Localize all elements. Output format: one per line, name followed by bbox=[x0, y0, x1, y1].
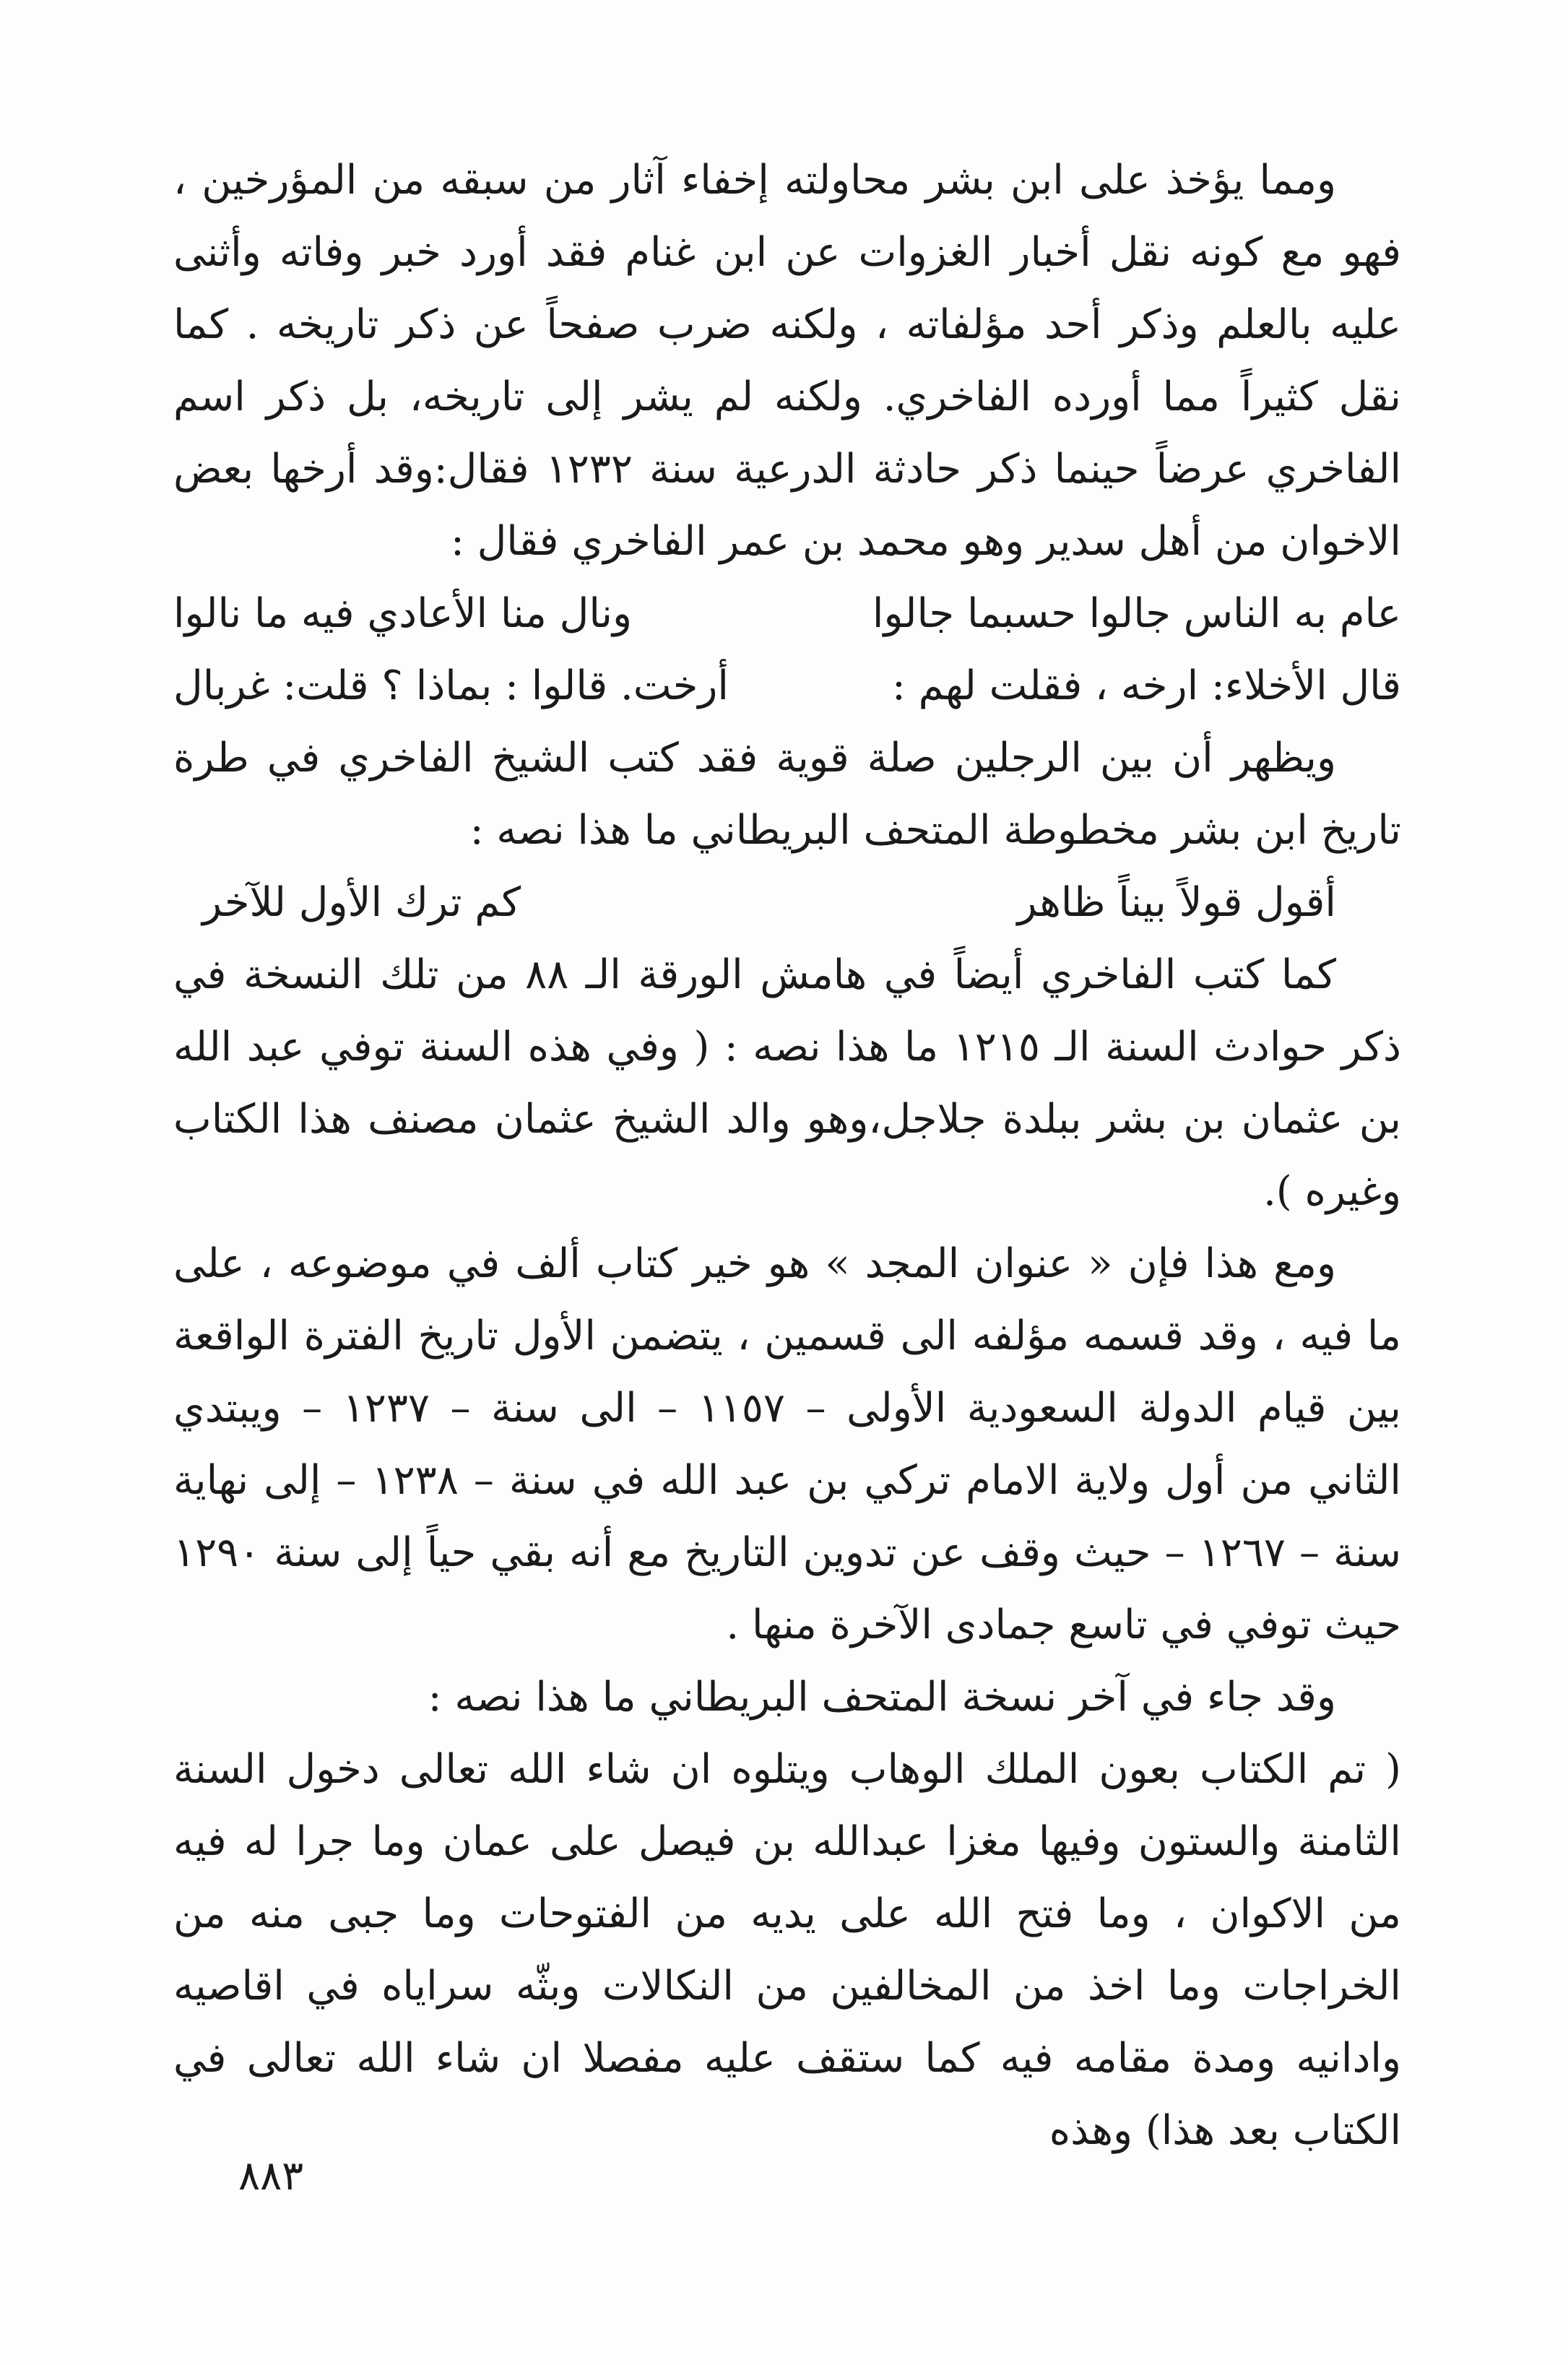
paragraph-4: ومع هذا فإن « عنوان المجد » هو خير كتاب ألف في موضوعه ، على ما فيه ، وقد قسمه مؤلفه الى قسمين ، يتضمن الأول تاريخ الفترة الواقعة بين قيام الدولة السعودية الأولى – ١١٥٧ – الى سنة – ١٢٣٧ – ويبتدي الثاني من أول ولاية الامام تركي بن عبد الله في سنة – ١٢٣٨ – إلى نهاية سنة – ١٢٦٧ – حيث وقف عن تدوين التاريخ مع أنه بقي حياً إلى سنة ١٢٩٠ حيث توفي في تاسع جمادى الآخرة منها . bbox=[173, 1240, 1401, 1648]
page-body bbox=[173, 144, 1401, 2167]
poem-line-3 bbox=[173, 867, 1401, 939]
poem-line-1 bbox=[173, 578, 1401, 650]
poem-line-1-second-hemistich: ونال منا الأعادي فيه ما نالوا bbox=[173, 590, 633, 637]
page-number: ٨٨٣ bbox=[238, 2153, 304, 2200]
paragraph-2: ويظهر أن بين الرجلين صلة قوية فقد كتب الشيخ الفاخري في طرة تاريخ ابن بشر مخطوطة المتحف البريطاني ما هذا نصه : bbox=[173, 735, 1401, 854]
poem-line-2-first-hemistich: قال الأخلاء: ارخه ، فقلت لهم : bbox=[891, 662, 1401, 709]
paragraph-3: كما كتب الفاخري أيضاً في هامش الورقة الـ ٨٨ من تلك النسخة في ذكر حوادث السنة الـ ١٢١٥ ما هذا نصه : ( وفي هذه السنة توفي عبد الله بن عثمان بن بشر ببلدة جلاجل،وهو والد الشيخ عثمان مصنف هذا الكتاب وغيره ). bbox=[173, 951, 1401, 1215]
paragraph-5: وقد جاء في آخر نسخة المتحف البريطاني ما هذا نصه : bbox=[428, 1674, 1336, 1721]
poem-line-1-first-hemistich: عام به الناس جالوا حسبما جالوا bbox=[872, 590, 1401, 637]
paragraph-1: ومما يؤخذ على ابن بشر محاولته إخفاء آثار من سبقه من المؤرخين ، فهو مع كونه نقل أخبار الغزوات عن ابن غنام فقد أورد خبر وفاته وأثنى عليه بالعلم وذكر أحد مؤلفاته ، ولكنه ضرب صفحاً عن ذكر تاريخه . كما نقل كثيراً مما أورده الفاخري. ولكنه لم يشر إلى تاريخه، بل ذكر اسم الفاخري عرضاً حينما ذكر حادثة الدرعية سنة ١٢٣٢ فقال:وقد أرخها بعض الاخوان من أهل سدير وهو محمد بن عمر الفاخري فقال : bbox=[173, 157, 1402, 565]
poem-line-2-second-hemistich: أرخت. قالوا : بماذا ؟ قلت: غربال bbox=[173, 662, 729, 709]
poem-line-2 bbox=[173, 650, 1401, 722]
poem-line-3-first-hemistich: أقول قولاً بيناً ظاهر bbox=[1017, 879, 1336, 926]
paragraph-6-quotation: ( تم الكتاب بعون الملك الوهاب ويتلوه ان شاء الله تعالى دخول السنة الثامنة والستون وفيها مغزا عبدالله بن فيصل على عمان وما جرا له فيه من الاكوان ، وما فتح الله على يديه من الفتوحات وما جبى منه من الخراجات وما اخذ من المخالفين من النكالات وبثّه سراياه في اقاصيه وادانيه ومدة مقامه فيه كما ستقف عليه مفصلا ان شاء الله تعالى في الكتاب بعد هذا) وهذه bbox=[173, 1746, 1401, 2154]
poem-line-3-second-hemistich: كم ترك الأول للآخر bbox=[202, 879, 521, 926]
